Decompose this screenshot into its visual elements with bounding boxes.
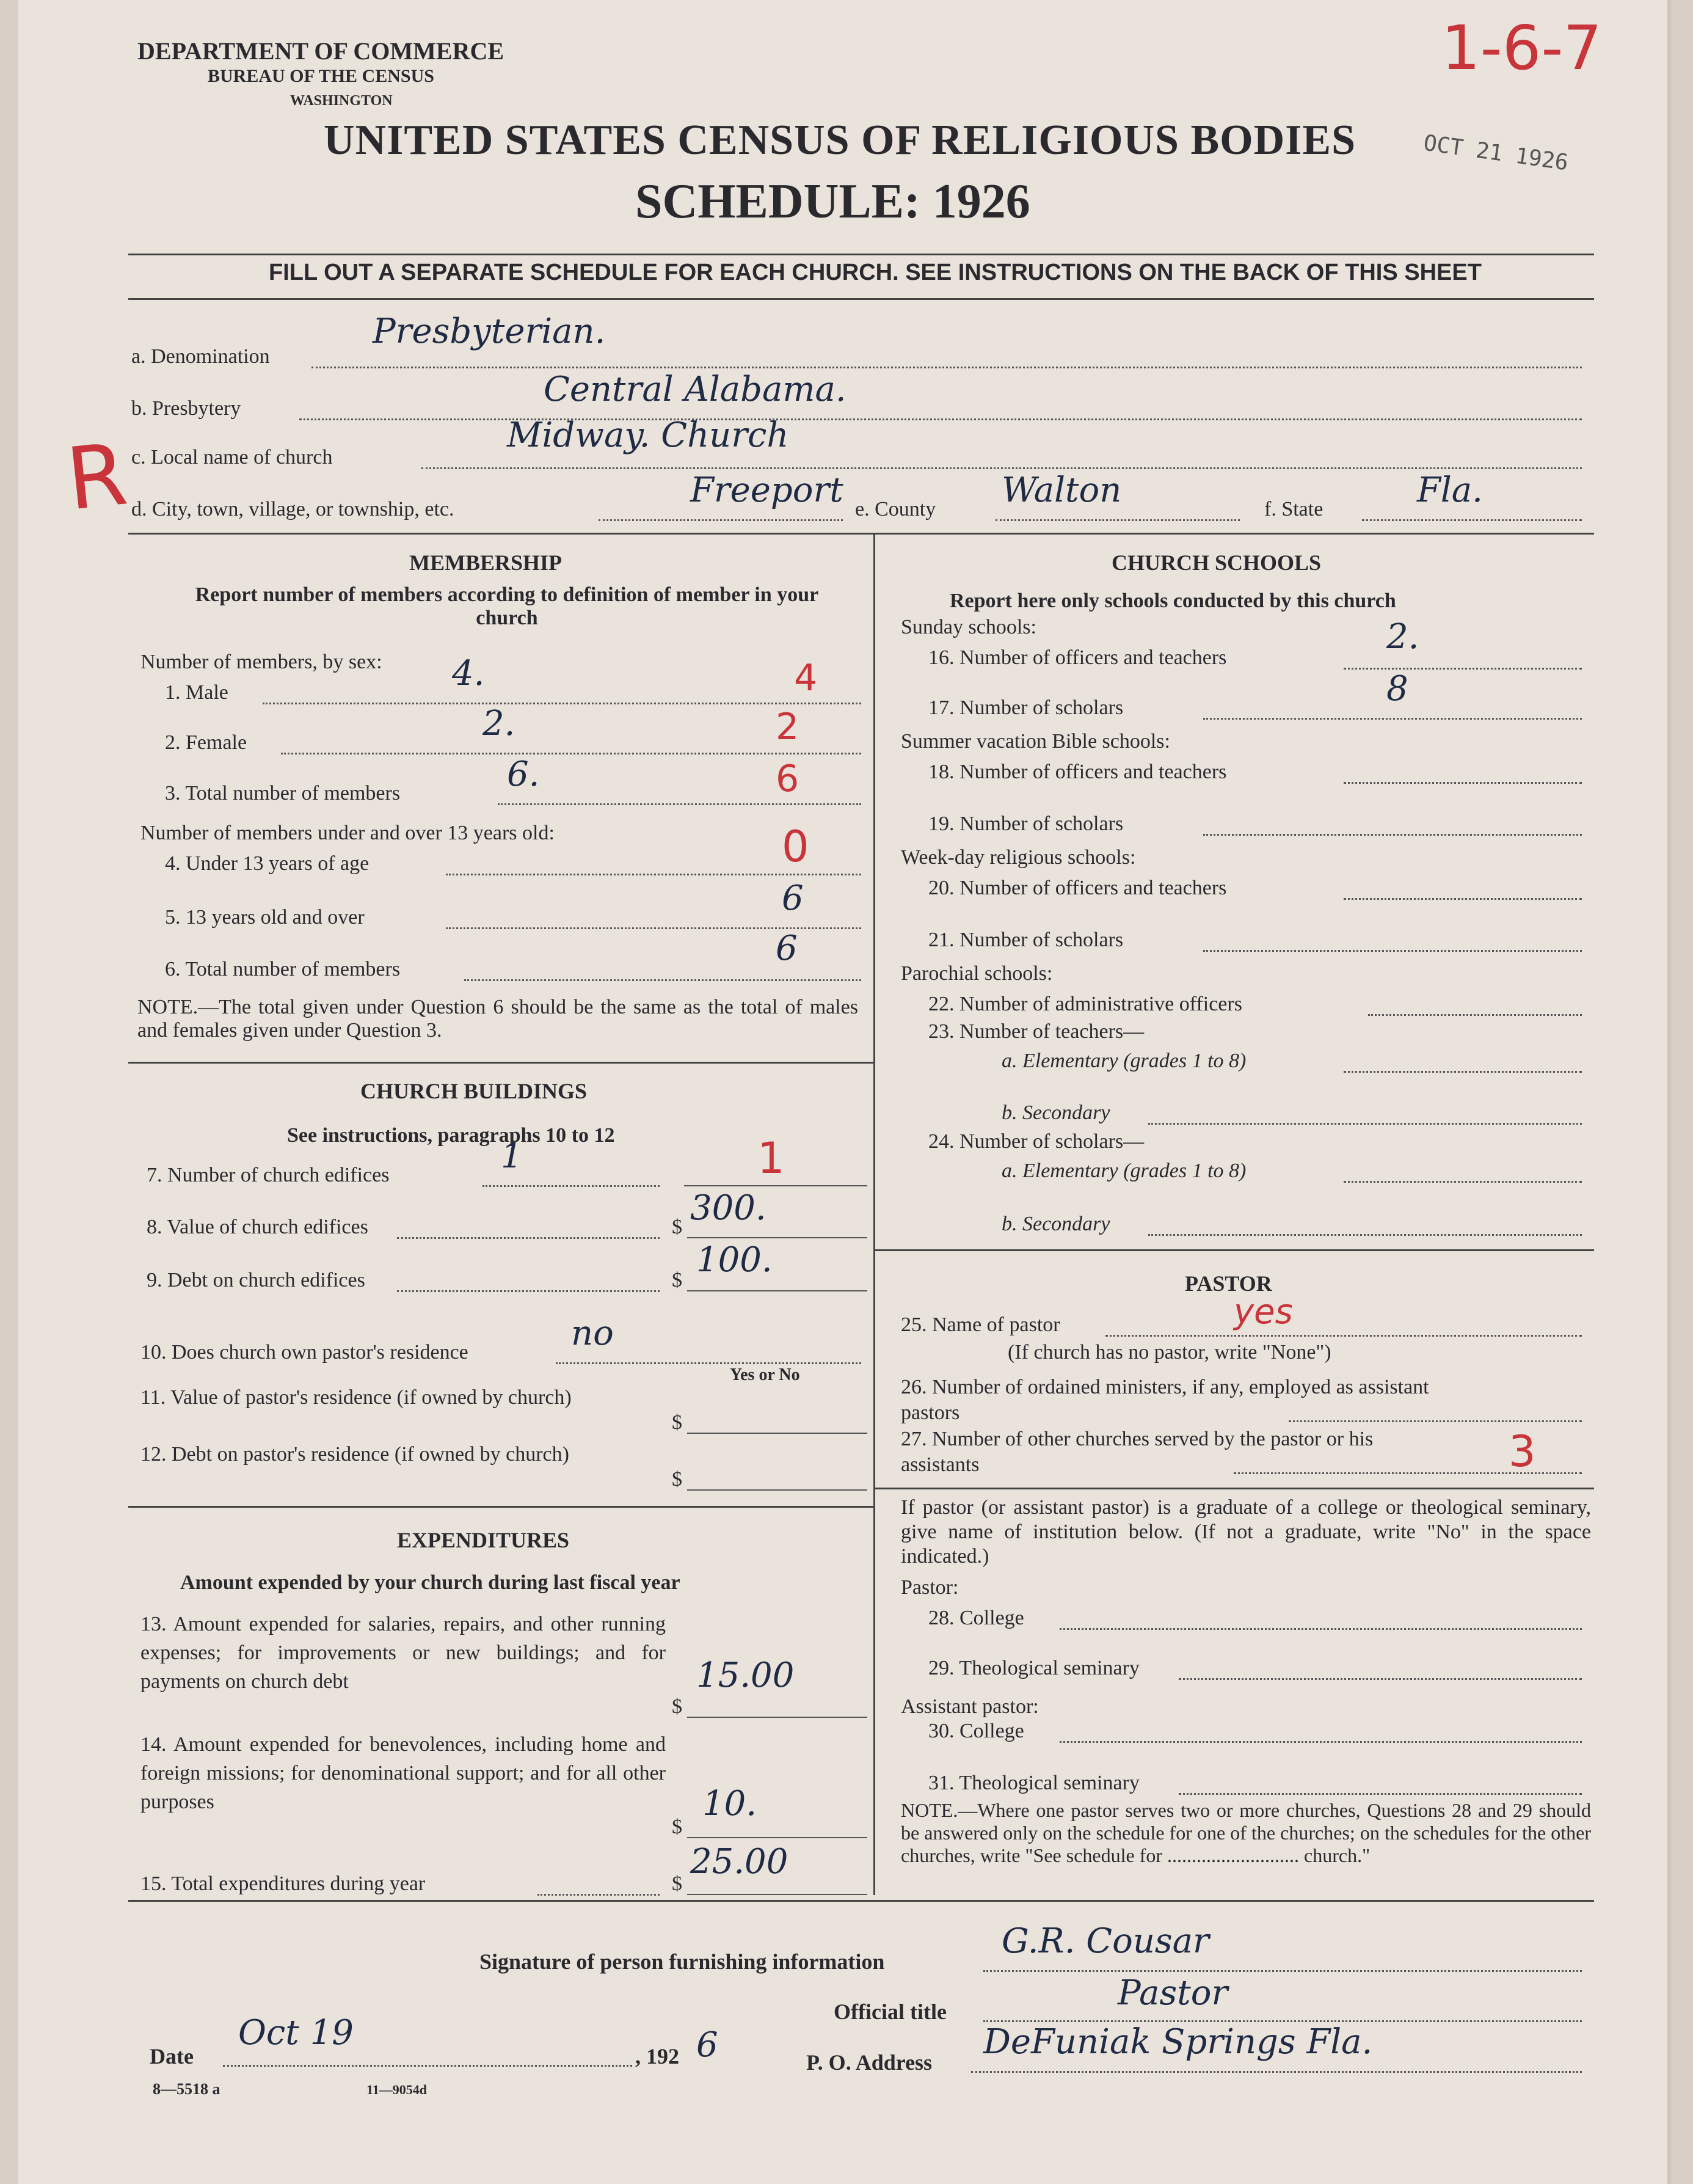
- q24a-label: a. Elementary (grades 1 to 8): [1002, 1160, 1247, 1182]
- q1-red-check: 4: [794, 657, 818, 699]
- local-name-label: c. Local name of church: [131, 446, 333, 469]
- county-label: e. County: [855, 498, 936, 520]
- q11-dollar: $: [672, 1411, 682, 1434]
- expenditures-heading: EXPENDITURES: [397, 1528, 570, 1552]
- q11-label: 11. Value of pastor's residence (if owned by church): [140, 1386, 572, 1409]
- presbytery-label: b. Presbytery: [131, 397, 241, 420]
- q17-label: 17. Number of scholars: [928, 696, 1124, 719]
- q5-line: [446, 927, 861, 929]
- q19-label: 19. Number of scholars: [928, 813, 1124, 835]
- q29-label: 29. Theological seminary: [928, 1657, 1140, 1679]
- schools-rule: [873, 1249, 1594, 1251]
- q17-line: [1203, 718, 1582, 720]
- county-value[interactable]: Walton: [1002, 470, 1122, 510]
- q25-line: [1105, 1335, 1582, 1337]
- q4-red-value: 0: [782, 822, 809, 872]
- form-number: 8—5518 a: [153, 2080, 220, 2098]
- q13-label: 13. Amount expended for salaries, repairs, and other running expenses; for improvements or new buildings; and for payments on church debt: [140, 1613, 666, 1693]
- q10-line: [556, 1362, 861, 1364]
- po-address-label: P. O. Address: [806, 2050, 933, 2075]
- q3-label: 3. Total number of members: [165, 782, 401, 805]
- summer-schools-label: Summer vacation Bible schools:: [901, 730, 1170, 753]
- q15-dollar: $: [672, 1872, 682, 1895]
- q7-red-check: 1: [757, 1133, 785, 1183]
- denomination-label: a. Denomination: [131, 345, 270, 368]
- q9-label: 9. Debt on church edifices: [147, 1269, 365, 1291]
- q16-value[interactable]: 2.: [1386, 617, 1419, 657]
- q9-dollar: $: [672, 1269, 682, 1291]
- q12-label: 12. Debt on pastor's residence (if owned by church): [140, 1443, 569, 1466]
- q3-line: [498, 803, 861, 805]
- po-address-value[interactable]: DeFuniak Springs Fla.: [983, 2022, 1373, 2062]
- q10-hint: Yes or No: [730, 1365, 800, 1384]
- q18-line: [1344, 782, 1582, 784]
- q4-line: [446, 874, 861, 875]
- q3-red-check: 6: [776, 758, 799, 800]
- sunday-schools-label: Sunday schools:: [901, 616, 1036, 638]
- q6-line: [464, 979, 861, 981]
- q24-label: 24. Number of scholars—: [928, 1130, 1145, 1153]
- q19-line: [1203, 834, 1582, 836]
- signature-line: [983, 1970, 1582, 1972]
- q4-label: 4. Under 13 years of age: [165, 852, 370, 875]
- date-value[interactable]: Oct 19: [238, 2013, 354, 2053]
- q23b-label: b. Secondary: [1002, 1101, 1110, 1124]
- members-by-sex-label: Number of members, by sex:: [140, 651, 382, 673]
- q20-line: [1344, 898, 1582, 900]
- official-title-label: Official title: [834, 2000, 947, 2024]
- q2-red-check: 2: [776, 706, 799, 748]
- q12-line: [687, 1489, 867, 1491]
- q21-line: [1203, 950, 1582, 952]
- print-number: 11—9054d: [366, 2082, 428, 2097]
- q5-label: 5. 13 years old and over: [165, 906, 365, 929]
- q29-line: [1179, 1678, 1582, 1680]
- city-town-value[interactable]: Freeport: [690, 470, 843, 510]
- parochial-schools-label: Parochial schools:: [901, 962, 1053, 985]
- q14-line: [687, 1837, 867, 1838]
- date-label: Date: [150, 2044, 194, 2069]
- q15-line-left: [537, 1894, 660, 1896]
- denomination-line: [311, 367, 1582, 368]
- q10-label: 10. Does church own pastor's residence: [140, 1341, 468, 1364]
- membership-rule: [128, 1062, 873, 1064]
- q2-label: 2. Female: [165, 731, 247, 754]
- presbytery-line: [299, 418, 1582, 420]
- graduate-note: If pastor (or assistant pastor) is a graduate of a college or theological seminary, give name of institution below. (If not a graduate, write "No" in the space indicated.): [901, 1496, 1591, 1568]
- q16-label: 16. Number of officers and teachers: [928, 646, 1227, 669]
- q23a-label: a. Elementary (grades 1 to 8): [1002, 1050, 1247, 1072]
- state-line: [1362, 519, 1582, 521]
- q2-value[interactable]: 2.: [482, 704, 515, 743]
- q23-label: 23. Number of teachers—: [928, 1020, 1145, 1043]
- census-form-sheet: [18, 0, 1671, 2184]
- q7-value[interactable]: 1: [501, 1136, 523, 1176]
- state-label: f. State: [1264, 498, 1323, 520]
- pastor-sublabel: Pastor:: [901, 1576, 959, 1599]
- q13-value[interactable]: 15.00: [696, 1656, 795, 1695]
- q7-line: [684, 1185, 867, 1186]
- annotation-top-right: 1-6-7: [1441, 12, 1603, 84]
- q11-line: [687, 1433, 867, 1434]
- schools-heading: CHURCH SCHOOLS: [1112, 550, 1322, 575]
- city-label: WASHINGTON: [290, 93, 393, 109]
- q22-line: [1368, 1014, 1582, 1016]
- denomination-value[interactable]: Presbyterian.: [373, 312, 606, 351]
- q26-line: [1289, 1420, 1582, 1422]
- membership-note: NOTE.—The total given under Question 6 should be the same as the total of males and females given under Question 3.: [137, 996, 858, 1042]
- q30-line: [1060, 1741, 1582, 1743]
- q6-value[interactable]: 6: [776, 929, 798, 968]
- q28-line: [1060, 1628, 1582, 1630]
- membership-heading: MEMBERSHIP: [409, 550, 563, 575]
- q9-line: [687, 1290, 867, 1291]
- bureau-label: BUREAU OF THE CENSUS: [208, 66, 434, 86]
- q12-dollar: $: [672, 1468, 682, 1491]
- header-rule-bottom: [128, 298, 1594, 300]
- q13-dollar: $: [672, 1695, 682, 1718]
- q23a-line: [1344, 1071, 1582, 1073]
- q31-line: [1179, 1793, 1582, 1795]
- q15-value[interactable]: 25.00: [690, 1842, 788, 1882]
- q8-label: 8. Value of church edifices: [147, 1216, 368, 1238]
- official-title-value[interactable]: Pastor: [1118, 1973, 1228, 2013]
- page-title: UNITED STATES CENSUS OF RELIGIOUS BODIES: [324, 117, 1356, 164]
- pastor-rule: [873, 1488, 1594, 1489]
- q1-value[interactable]: 4.: [452, 654, 485, 693]
- q16-line: [1344, 668, 1582, 670]
- q23b-line: [1148, 1123, 1582, 1125]
- q5-value[interactable]: 6: [782, 878, 804, 918]
- local-name-value[interactable]: Midway. Church: [507, 415, 789, 455]
- q7-label: 7. Number of church edifices: [147, 1164, 390, 1186]
- q8-line: [687, 1237, 867, 1238]
- q28-label: 28. College: [928, 1607, 1024, 1629]
- signature-value[interactable]: G.R. Cousar: [1002, 1921, 1209, 1961]
- q14-dollar: $: [672, 1816, 682, 1838]
- q26-label: 26. Number of ordained ministers, if any, employed as assistant pastors: [901, 1376, 1429, 1424]
- q1-line: [263, 703, 861, 704]
- membership-intro: Report number of members according to definition of member in your church: [195, 583, 819, 629]
- q24b-label: b. Secondary: [1002, 1213, 1110, 1235]
- department-label: DEPARTMENT OF COMMERCE: [137, 37, 504, 65]
- q13-line: [687, 1717, 867, 1718]
- q7-line-left: [482, 1185, 660, 1187]
- county-line: [996, 519, 1240, 521]
- schedule-title: SCHEDULE: 1926: [635, 175, 1030, 228]
- header-rule-top: [128, 254, 1594, 255]
- year-digit[interactable]: 6: [696, 2025, 718, 2065]
- q9-value[interactable]: 100.: [696, 1240, 773, 1280]
- q10-value[interactable]: no: [571, 1313, 614, 1353]
- expenditures-intro: Amount expended by your church during last fiscal year: [180, 1571, 680, 1594]
- q8-dollar: $: [672, 1216, 682, 1238]
- assistant-sublabel: Assistant pastor:: [901, 1695, 1039, 1718]
- q25-hint: (If church has no pastor, write "None"): [1008, 1341, 1331, 1364]
- q17-value[interactable]: 8: [1386, 669, 1408, 709]
- members-by-age-label: Number of members under and over 13 years old:: [140, 822, 555, 844]
- q31-label: 31. Theological seminary: [928, 1772, 1140, 1794]
- buildings-heading: CHURCH BUILDINGS: [360, 1079, 588, 1103]
- q3-value[interactable]: 6.: [507, 754, 540, 794]
- q24a-line: [1344, 1181, 1582, 1183]
- annotation-left-mark: R: [62, 425, 132, 530]
- q25-red-mark: yes: [1234, 1292, 1293, 1332]
- signature-label: Signature of person furnishing information: [479, 1949, 885, 1974]
- pastor-note: NOTE.—Where one pastor serves two or more churches, Questions 28 and 29 should be answered only on the schedule for one of the churches; on the schedules for the other churches, write "See schedule for ........................... church.": [901, 1799, 1591, 1866]
- date-line: [223, 2065, 632, 2067]
- pastor-heading: PASTOR: [1185, 1271, 1272, 1296]
- q9-line-left: [397, 1290, 660, 1292]
- po-address-line: [971, 2071, 1582, 2073]
- q8-line-left: [397, 1237, 660, 1239]
- instruction-banner: FILL OUT A SEPARATE SCHEDULE FOR EACH CHURCH. SEE INSTRUCTIONS ON THE BACK OF THIS SHEET: [269, 260, 1482, 285]
- q21-label: 21. Number of scholars: [928, 929, 1124, 951]
- q2-line: [281, 753, 861, 754]
- buildings-rule: [128, 1506, 873, 1508]
- identity-rule: [128, 533, 1594, 535]
- q14-value[interactable]: 10.: [702, 1784, 757, 1824]
- q27-red-value: 3: [1509, 1426, 1536, 1477]
- q25-label: 25. Name of pastor: [901, 1313, 1060, 1336]
- q24b-line: [1148, 1234, 1582, 1236]
- q30-label: 30. College: [928, 1720, 1024, 1742]
- received-date-stamp: OCT 21 1926: [1422, 130, 1570, 176]
- q27-label: 27. Number of other churches served by the pastor or his assistants: [901, 1428, 1374, 1476]
- q6-label: 6. Total number of members: [165, 958, 401, 981]
- local-name-line: [421, 467, 1582, 469]
- city-town-label: d. City, town, village, or township, etc.: [131, 498, 454, 520]
- q20-label: 20. Number of officers and teachers: [928, 877, 1227, 899]
- weekday-schools-label: Week-day religious schools:: [901, 846, 1136, 869]
- q14-label: 14. Amount expended for benevolences, including home and foreign missions; for denominational support; and for all other purposes: [140, 1733, 666, 1813]
- state-value[interactable]: Fla.: [1417, 470, 1483, 510]
- city-town-line: [599, 519, 843, 521]
- buildings-intro: See instructions, paragraphs 10 to 12: [287, 1124, 615, 1147]
- q22-label: 22. Number of administrative officers: [928, 993, 1242, 1015]
- column-divider: [873, 533, 875, 1895]
- year-prefix: , 192: [635, 2044, 679, 2069]
- footer-rule: [128, 1900, 1594, 1902]
- q15-line: [687, 1894, 867, 1895]
- q8-value[interactable]: 300.: [690, 1188, 766, 1228]
- q18-label: 18. Number of officers and teachers: [928, 761, 1227, 783]
- presbytery-value[interactable]: Central Alabama.: [544, 370, 846, 409]
- schools-intro: Report here only schools conducted by this church: [950, 590, 1396, 612]
- q15-label: 15. Total expenditures during year: [140, 1872, 426, 1895]
- q1-label: 1. Male: [165, 681, 228, 704]
